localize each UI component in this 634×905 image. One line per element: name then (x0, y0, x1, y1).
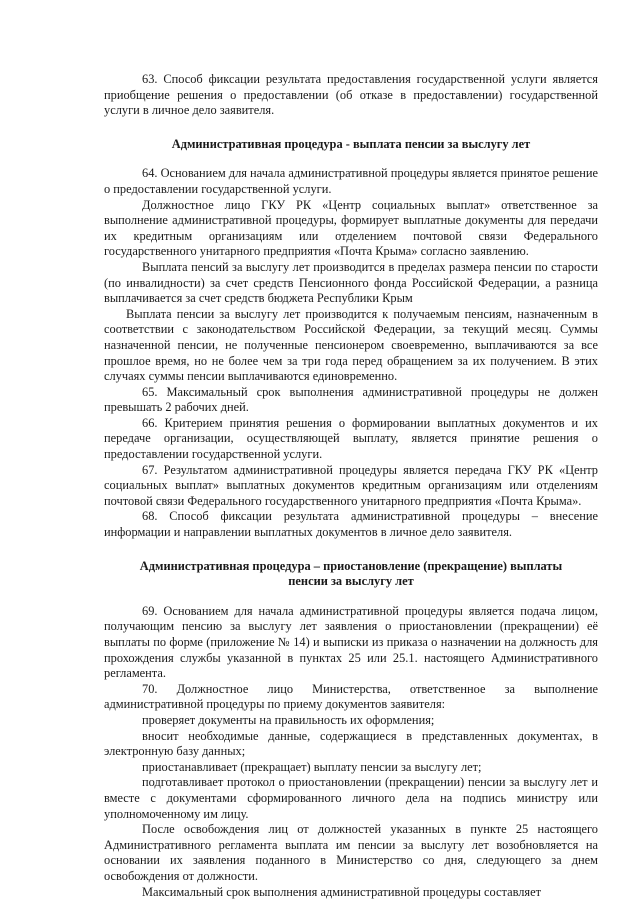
paragraph-70-enter-data: вносит необходимые данные, содержащиеся в представленных документах, в электронную базу данных; (104, 728, 598, 759)
paragraph-67: 67. Результатом административной процедуры является передача ГКУ РК «Центр социальных выплат» выплатных документов кредитным организациям или отделениям почтовой связи Федерального государственного унитарного предприятия «Почта Крыма». (104, 462, 598, 508)
paragraph-64-monthly: Выплата пенсии за выслугу лет производится к получаемым пенсиям, назначенным в соответствии с законодательством Российской Федерации, за текущий месяц. Суммы назначенной пенсии, не полученные пенсионером своевременно, выплачиваются за все прошлое время, но не более чем за три года перед обращением за их получением. В этих случаях суммы пенсии выплачиваются единовременно. (104, 306, 598, 384)
paragraph-65: 65. Максимальный срок выполнения административной процедуры не должен превышать 2 рабочих дней. (104, 384, 598, 415)
section-heading-pension-payment: Административная процедура - выплата пенсии за выслугу лет (171, 136, 531, 151)
paragraph-70-max-term: Максимальный срок выполнения административной процедуры составляет (142, 884, 542, 899)
paragraph-70-check: проверяет документы на правильность их оформления; (142, 712, 435, 727)
paragraph-70-protocol: подготавливает протокол о приостановлении (прекращении) пенсии за выслугу лет и вместе с документами сформированного личного дела на подпись министру или уполномоченному им лицу. (104, 775, 598, 821)
paragraph-70-suspend: приостанавливает (прекращает) выплату пенсии за выслугу лет; (142, 759, 482, 774)
paragraph-66: 66. Критерием принятия решения о формировании выплатных документов и их передаче организации, осуществляющей выплату, является принятие решения о предоставлении государственной услуги. (104, 415, 598, 462)
paragraph-69: 69. Основанием для начала административной процедуры является подача лицом, получающим пенсию за выслугу лет заявления о приостановлении (прекращении) её выплаты по форме (приложение № 14) и выписки из приказа о назначении на должность для прохождения службы указанной в пунктах 25 или 25.1. настоящего Административного регламента. (104, 603, 598, 681)
section-heading-suspension-line1: Административная процедура – приостановление (прекращение) выплаты (139, 558, 563, 573)
paragraph-70-resume: После освобождения лиц от должностей указанных в пункте 25 настоящего Административного регламента выплата им пенсии за выслугу лет возобновляется на основании их заявления поданного в Министерство со дня, следующего за днем освобождения от должности. (104, 822, 598, 883)
section-heading-suspension (104, 559, 598, 590)
paragraph-64-limits: Выплата пенсий за выслугу лет производится в пределах размера пенсии по старости (по инвалидности) за счет средств Пенсионного фонда Российской Федерации, а разница выплачивается за счет средств бюджета Республики Крым (104, 259, 598, 306)
paragraph-63: 63. Способ фиксации результата предоставления государственной услуги является приобщение решения о предоставлении (об отказе в предоставлении) государственной услуги в личное дело заявителя. (104, 72, 598, 118)
paragraph-64: 64. Основанием для начала административной процедуры является принятое решение о предоставлении государственной услуги. (104, 166, 598, 196)
section-heading-suspension-line2: пенсии за выслугу лет (288, 574, 414, 589)
paragraph-68: 68. Способ фиксации результата административной процедуры – внесение информации и направлении выплатных документов в личное дело заявителя. (104, 509, 598, 540)
paragraph-64-official: Должностное лицо ГКУ РК «Центр социальных выплат» ответственное за выполнение административной процедуры, формирует выплатные документы для передачи их кредитным организациям или отделением почтовой связи Федерального государственного унитарного предприятия «Почта Крыма» согласно заявлению. (104, 197, 598, 259)
paragraph-70: 70. Должностное лицо Министерства, ответственное за выполнение административной процедуры по приему документов заявителя: (104, 681, 598, 712)
